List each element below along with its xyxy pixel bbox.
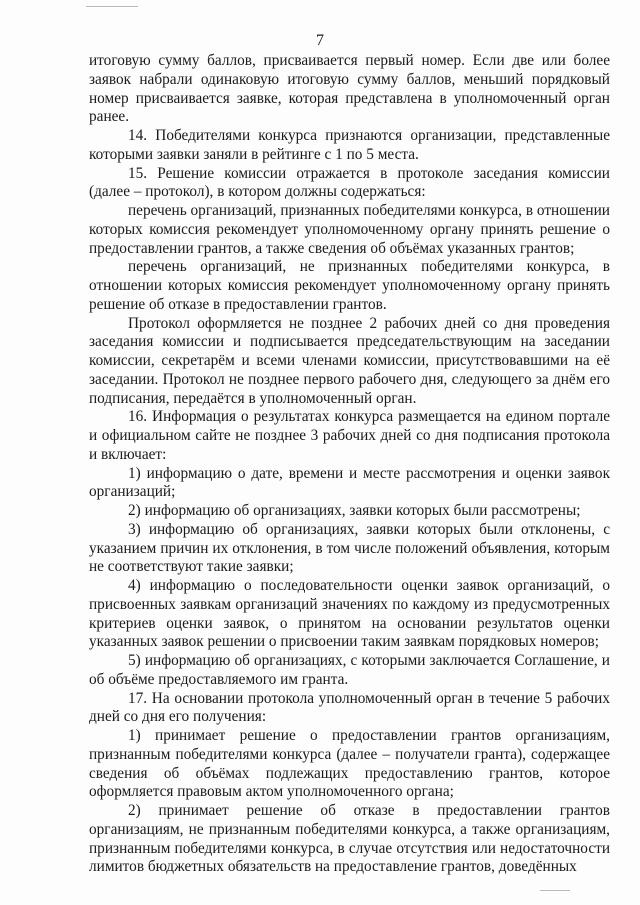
page-number: 7	[316, 32, 324, 49]
paragraph-16-item-3: 3) информацию об организациях, заявки которых были отклонены, с указанием причин их отклонения, в том числе положений объявления, которым не соответствуют такие заявки;	[89, 520, 610, 576]
paragraph-14: 14. Победителями конкурса признаются организации, представленные которыми заявки заняли в рейтинге с 1 по 5 места.	[89, 127, 610, 163]
paragraph-17-item-2: 2) принимает решение об отказе в предоставлении грантов организациям, не признанным победителями конкурса, а также организациям, признанным победителями конкурса, в случае отсутствия или недостаточности лимитов бюджетных обязательств на предоставление грантов, доведённых	[89, 802, 610, 876]
paragraph-15: 15. Решение комиссии отражается в протоколе заседания комиссии (далее – протокол), в котором должны содержаться:	[89, 164, 610, 201]
paragraph-protocol: Протокол оформляется не позднее 2 рабочих дней со дня проведения заседания комиссии и подписывается председательствующим на заседании комиссии, секретарём и всеми членами комиссии, присутствовавшими на её заседании. Протокол не позднее первого рабочего дня, следующего за днём его подписания, передаётся в уполномоченный орган.	[89, 314, 610, 407]
paragraph-16-item-1: 1) информацию о дате, времени и месте рассмотрения и оценки заявок организаций;	[89, 464, 610, 501]
paragraph-16-item-5: 5) информацию об организациях, с которыми заключается Соглашение, и об объёме предоставляемого им гранта.	[89, 652, 610, 688]
paragraph-15-list-non-winners: перечень организаций, не признанных победителями конкурса, в отношении которых комиссия рекомендует уполномоченному органу принять решение об отказе в предоставлении грантов.	[89, 258, 610, 313]
paragraph-17-item-1: 1) принимает решение о предоставлении грантов организациям, признанным победителями конкурса (далее – получатели гранта), содержащее сведения об объёмах подлежащих предоставлению грантов, которое оформляется правовым актом уполномоченного органа;	[89, 727, 610, 801]
scan-artifact-bottom	[540, 890, 570, 891]
document-body	[89, 52, 610, 877]
paragraph-continuation: итоговую сумму баллов, присваивается первый номер. Если две или более заявок набрали одинаковую итоговую сумму баллов, меньший порядковый номер присваивается заявке, которая представлена в уполномоченный орган ранее.	[89, 52, 610, 126]
paragraph-17: 17. На основании протокола уполномоченный орган в течение 5 рабочих дней со дня его получения:	[89, 689, 610, 726]
paragraph-15-list-winners: перечень организаций, признанных победителями конкурса, в отношении которых комиссия рекомендует уполномоченному органу принять решение о предоставлении грантов, а также сведения об объёмах указанных грантов;	[89, 202, 610, 257]
paragraph-16-item-2: 2) информацию об организациях, заявки которых были рассмотрены;	[128, 502, 581, 519]
scan-artifact-top	[86, 6, 138, 7]
paragraph-16: 16. Информация о результатах конкурса размещается на едином портале и официальном сайте не позднее 3 рабочих дней со дня подписания протокола и включает:	[89, 408, 610, 463]
paragraph-16-item-4: 4) информацию о последовательности оценки заявок организаций, о присвоенных заявкам организаций значениях по каждому из предусмотренных критериев оценки заявок, о принятом на основании результатов оценки указанных заявок решении о присвоении таким заявкам порядковых номеров;	[89, 577, 610, 651]
